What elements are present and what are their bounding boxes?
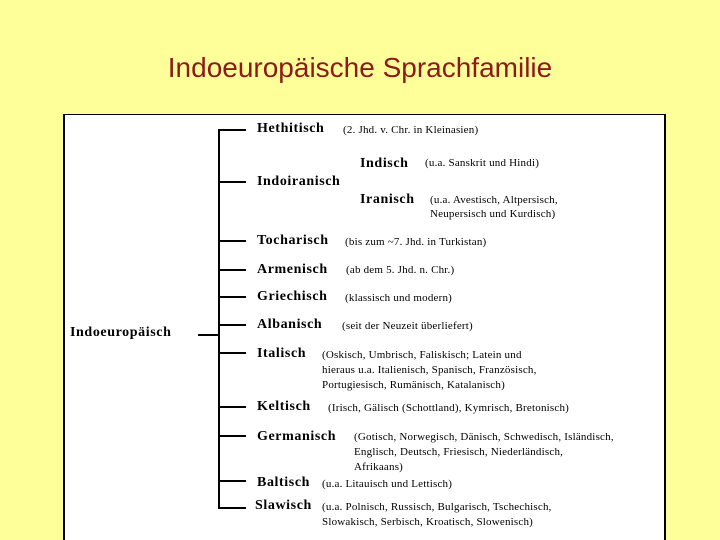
subbranch-note-iranisch-line2: Neupersisch und Kurdisch) xyxy=(430,208,556,220)
branch-note-keltisch: (Irisch, Gälisch (Schottland), Kymrisch, Bretonisch) xyxy=(328,402,570,414)
root-label-indoeuropaeisch: Indoeuropäisch xyxy=(70,325,172,340)
branch-note-germanisch-line3: Afrikaans) xyxy=(354,461,404,473)
branch-note-albanisch: (seit der Neuzeit überliefert) xyxy=(342,320,473,332)
branch-name-indoiranisch: Indoiranisch xyxy=(257,174,341,189)
branch-line-albanisch xyxy=(218,324,246,326)
branch-line-griechisch xyxy=(218,296,246,298)
branch-note-germanisch-line2: Englisch, Deutsch, Friesisch, Niederländisch, xyxy=(354,446,564,458)
subbranch-note-iranisch-line1: (u.a. Avestisch, Altpersisch, xyxy=(430,194,558,206)
branch-line-italisch xyxy=(218,352,246,354)
branch-line-indoiranisch xyxy=(218,181,246,183)
branch-line-armenisch xyxy=(218,269,246,271)
branch-line-slawisch xyxy=(218,507,246,509)
root-connector xyxy=(198,334,219,336)
branch-note-slawisch-line1: (u.a. Polnisch, Russisch, Bulgarisch, Tschechisch, xyxy=(322,501,552,513)
branch-line-tocharisch xyxy=(218,240,246,242)
branch-note-italisch-line3: Portugiesisch, Rumänisch, Katalanisch) xyxy=(322,379,505,391)
branch-name-armenisch: Armenisch xyxy=(257,262,328,277)
subbranch-name-indisch: Indisch xyxy=(360,156,409,171)
tree-trunk-line xyxy=(218,129,220,509)
branch-note-slawisch-line2: Slowakisch, Serbisch, Kroatisch, Slowenisch) xyxy=(322,516,534,528)
branch-name-slawisch: Slawisch xyxy=(255,498,312,513)
branch-name-baltisch: Baltisch xyxy=(257,475,311,490)
branch-name-keltisch: Keltisch xyxy=(257,399,311,414)
branch-name-albanisch: Albanisch xyxy=(257,317,323,332)
branch-note-baltisch: (u.a. Litauisch und Lettisch) xyxy=(322,478,453,490)
branch-note-germanisch-line1: (Gotisch, Norwegisch, Dänisch, Schwedisch, Isländisch, xyxy=(354,431,614,443)
subbranch-note-indisch: (u.a. Sanskrit und Hindi) xyxy=(425,157,540,169)
branch-name-germanisch: Germanisch xyxy=(257,429,337,444)
page-title: Indoeuropäische Sprachfamilie xyxy=(167,52,553,83)
branch-name-tocharisch: Tocharisch xyxy=(257,233,329,248)
branch-note-tocharisch: (bis zum ~7. Jhd. in Turkistan) xyxy=(345,236,487,248)
branch-name-italisch: Italisch xyxy=(257,346,307,361)
branch-line-keltisch xyxy=(218,406,246,408)
branch-note-griechisch: (klassisch und modern) xyxy=(345,292,453,304)
branch-name-hethitisch: Hethitisch xyxy=(257,121,325,136)
subbranch-name-iranisch: Iranisch xyxy=(360,192,415,207)
branch-note-hethitisch: (2. Jhd. v. Chr. in Kleinasien) xyxy=(343,124,479,136)
branch-name-griechisch: Griechisch xyxy=(257,289,328,304)
branch-line-baltisch xyxy=(218,480,246,482)
branch-line-hethitisch xyxy=(218,129,246,131)
branch-note-italisch-line2: hieraus u.a. Italienisch, Spanisch, Französisch, xyxy=(322,364,537,376)
branch-note-italisch-line1: (Oskisch, Umbrisch, Faliskisch; Latein und xyxy=(322,349,522,361)
branch-line-germanisch xyxy=(218,435,246,437)
branch-note-armenisch: (ab dem 5. Jhd. n. Chr.) xyxy=(346,264,455,276)
